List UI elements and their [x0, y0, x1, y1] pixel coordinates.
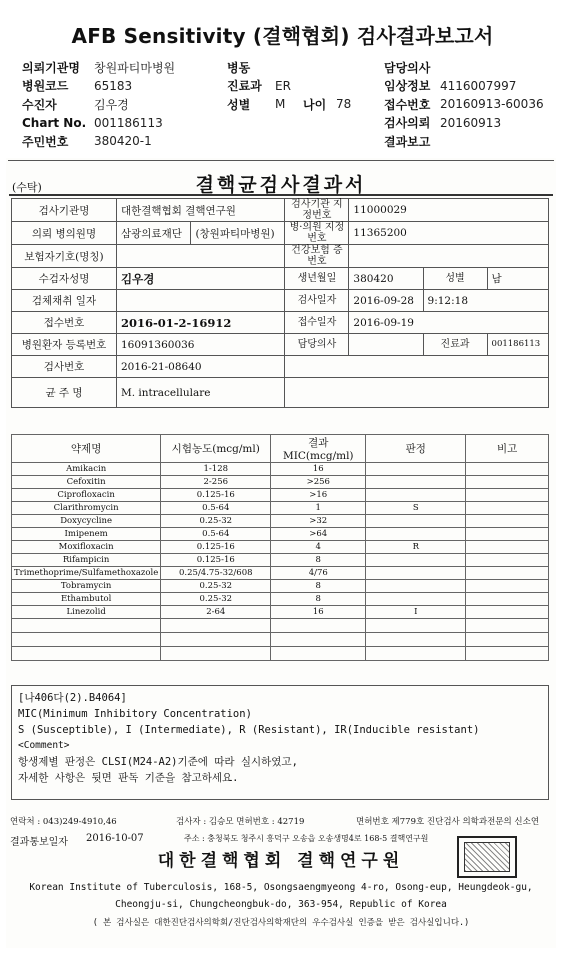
cell-empty — [12, 633, 161, 647]
header-row — [22, 95, 552, 114]
header-row — [22, 132, 552, 151]
table-row — [12, 541, 549, 554]
cell-drug: Clarithromycin — [12, 502, 161, 515]
header-key: 수진자 — [22, 97, 57, 112]
comment-box — [11, 685, 549, 800]
seal-pattern — [464, 842, 510, 872]
cell-mic: 8 — [271, 580, 366, 593]
table-row — [12, 606, 549, 619]
cell-interp — [366, 593, 466, 606]
cell-interp — [366, 567, 466, 580]
cell-label: 진료과 — [423, 334, 487, 356]
header-info — [22, 58, 552, 151]
cell-drug: Tobramycin — [12, 580, 161, 593]
cell-note — [466, 476, 549, 489]
footer-en-address-1: Korean Institute of Tuberculosis, 168-5, Osongsaengmyeong 4-ro, Osong-eup, Heungdeok-gu, — [29, 882, 533, 893]
patient-info-table — [11, 198, 549, 408]
cell-interp: R — [366, 541, 466, 554]
header-key: 검사의뢰 — [384, 116, 431, 131]
cell-drug: Ciprofloxacin — [12, 489, 161, 502]
cell-mic: >256 — [271, 476, 366, 489]
cell-value — [349, 245, 549, 268]
table-row — [12, 378, 549, 408]
cell-label: 병원환자 등록번호 — [12, 334, 117, 356]
cell-label: 검사일자 — [285, 290, 349, 312]
scanned-report — [6, 158, 556, 948]
cell-conc: 0.25-32 — [161, 515, 271, 528]
divider — [8, 160, 554, 161]
cell-value — [349, 334, 423, 356]
cell-conc: 0.125-16 — [161, 489, 271, 502]
header-value: 창원파티마병원 — [94, 60, 176, 75]
table-row — [12, 312, 549, 334]
cell-label: 검체채취 일자 — [12, 290, 117, 312]
report-date-label: 결과통보일자 — [10, 837, 68, 848]
cell-label: 접수번호 — [12, 312, 117, 334]
cell-empty — [271, 619, 366, 633]
col-header-note: 비고 — [466, 435, 549, 463]
cell-interp — [366, 476, 466, 489]
cell-interp — [366, 528, 466, 541]
cell-mic: 8 — [271, 593, 366, 606]
cell-interp — [366, 554, 466, 567]
cell-value — [117, 290, 285, 312]
table-row — [12, 580, 549, 593]
header-value: 65183 — [94, 78, 133, 93]
page-title: AFB Sensitivity (결핵협회) 검사결과보고서 — [71, 24, 494, 48]
divider — [9, 194, 553, 196]
cell-drug: Cefoxitin — [12, 476, 161, 489]
header-key: Chart No. — [22, 115, 87, 130]
cell-note — [466, 567, 549, 580]
cell-interp — [366, 463, 466, 476]
cell-empty — [271, 633, 366, 647]
cell-value: 380420 — [349, 268, 423, 290]
cell-note — [466, 606, 549, 619]
header-key: 결과보고 — [384, 134, 431, 149]
cell-conc: 0.25-32 — [161, 593, 271, 606]
header-key: 임상정보 — [384, 79, 431, 94]
footer-phone: 연락처 : 043)249-4910,46 — [10, 817, 117, 827]
cell-mic: >32 — [271, 515, 366, 528]
cell-drug: Amikacin — [12, 463, 161, 476]
header-key: 주민번호 — [22, 134, 69, 149]
cell-label: 생년월일 — [285, 268, 349, 290]
cell-label: 수검자성명 — [12, 268, 117, 290]
header-value: 20160913-60036 — [440, 97, 544, 112]
table-row — [12, 199, 549, 222]
received-label: (수탁) — [12, 181, 42, 194]
cell-interp — [366, 580, 466, 593]
cell-label: 접수일자 — [285, 312, 349, 334]
footer-license: 면허번호 제779호 진단검사 의학과전문의 신소연 — [356, 817, 540, 827]
cell-conc: 0.125-16 — [161, 554, 271, 567]
header-key: 의뢰기관명 — [22, 60, 80, 75]
cell-label: 병·의원 지정번호 — [285, 222, 349, 245]
cell-value: 11000029 — [349, 199, 549, 222]
cell-note — [466, 528, 549, 541]
cell-note — [466, 580, 549, 593]
cell-label: 성별 — [423, 268, 487, 290]
cell-value: M. intracellulare — [117, 378, 285, 408]
cell-conc: 0.5-64 — [161, 502, 271, 515]
header-value: 78 — [336, 97, 352, 112]
table-row — [12, 554, 549, 567]
cell-note — [466, 593, 549, 606]
cell-mic: 8 — [271, 554, 366, 567]
header-value: 001186113 — [94, 115, 163, 130]
cell-value: 삼광의료재단 — [117, 222, 191, 245]
cell-note — [466, 502, 549, 515]
cell-label: 건강보험 증번호 — [285, 245, 349, 268]
cell-drug: Linezolid — [12, 606, 161, 619]
header-row — [22, 58, 552, 77]
cell-value: 9:12:18 — [423, 290, 548, 312]
drug-sensitivity-table — [11, 434, 549, 661]
cell-value: 김우경 — [117, 268, 285, 290]
col-header-interp: 판정 — [366, 435, 466, 463]
cell-drug: Doxycycline — [12, 515, 161, 528]
header-key: 접수번호 — [384, 97, 431, 112]
cell-drug: Ethambutol — [12, 593, 161, 606]
header-row — [22, 77, 552, 96]
cell-drug: Imipenem — [12, 528, 161, 541]
cell-conc: 0.25/4.75-32/608 — [161, 567, 271, 580]
cell-interp: S — [366, 502, 466, 515]
cell-value: 2016-09-28 — [349, 290, 423, 312]
cell-mic: >16 — [271, 489, 366, 502]
cell-conc: 0.25-32 — [161, 580, 271, 593]
comment-code: [나406다(2).B4064] — [18, 692, 127, 704]
cell-value: (창원파티마병원) — [191, 222, 285, 245]
table-row — [12, 222, 549, 245]
table-row-empty — [12, 619, 549, 633]
cell-conc: 0.125-16 — [161, 541, 271, 554]
table-row — [12, 502, 549, 515]
cell-label: 의뢰 병의원명 — [12, 222, 117, 245]
institution-name: 대한결핵협회 결핵연구원 — [157, 851, 405, 871]
cell-drug: Moxifloxacin — [12, 541, 161, 554]
table-row — [12, 356, 549, 378]
cell-value: 남 — [487, 268, 548, 290]
cell-mic: 1 — [271, 502, 366, 515]
header-key: 진료과 — [227, 79, 262, 94]
drug-table-body — [12, 463, 549, 661]
col-header-drug: 약제명 — [12, 435, 161, 463]
cell-empty — [161, 647, 271, 661]
cell-conc: 1-128 — [161, 463, 271, 476]
cell-value: 대한결핵협회 결핵연구원 — [117, 199, 285, 222]
table-row — [12, 515, 549, 528]
cell-label: 보험자기호(명칭) — [12, 245, 117, 268]
cell-empty — [466, 647, 549, 661]
cell-note — [466, 463, 549, 476]
cell-value: 2016-01-2-16912 — [117, 312, 285, 334]
cell-empty — [366, 647, 466, 661]
cell-label: 균 주 명 — [12, 378, 117, 408]
cell-value: 001186113 — [487, 334, 548, 356]
cell-interp — [366, 489, 466, 502]
header-key: 병동 — [227, 60, 251, 75]
cell-interp — [366, 515, 466, 528]
cell-note — [466, 554, 549, 567]
cell-mic: 4 — [271, 541, 366, 554]
cell-empty — [271, 647, 366, 661]
cell-empty — [161, 619, 271, 633]
table-row — [12, 593, 549, 606]
table-row — [12, 489, 549, 502]
cell-value: 16091360036 — [117, 334, 285, 356]
table-row — [12, 463, 549, 476]
comment-heading: <Comment> — [18, 740, 70, 751]
table-row — [12, 334, 549, 356]
report-title: 결핵균검사결과서 — [195, 174, 367, 196]
cell-conc: 2-256 — [161, 476, 271, 489]
footer-en-address-2: Cheongju-si, Chungcheongbuk-do, 363-954, Republic of Korea — [115, 899, 447, 910]
table-row-empty — [12, 633, 549, 647]
comment-line: MIC(Minimum Inhibitory Concentration) — [18, 708, 252, 720]
header-value: 380420-1 — [94, 134, 152, 149]
header-value: 20160913 — [440, 115, 502, 130]
cell-value: 2016-09-19 — [349, 312, 549, 334]
cell-note — [466, 515, 549, 528]
cell-mic: 4/76 — [271, 567, 366, 580]
table-row — [12, 290, 549, 312]
cell-empty — [366, 619, 466, 633]
cell-drug: Rifampicin — [12, 554, 161, 567]
cell-note — [466, 541, 549, 554]
cell-conc: 2-64 — [161, 606, 271, 619]
cell-conc: 0.5-64 — [161, 528, 271, 541]
table-row — [12, 245, 549, 268]
cell-empty — [161, 633, 271, 647]
cell-empty — [285, 356, 549, 378]
table-row — [12, 567, 549, 580]
comment-line: S (Susceptible), I (Intermediate), R (Resistant), IR(Inducible resistant) — [18, 724, 480, 736]
cell-label: 담당의사 — [285, 334, 349, 356]
cell-drug: Trimethoprime/Sulfamethoxazole — [12, 567, 161, 580]
footer-certification: ( 본 검사실은 대한진단검사의학회/진단검사의학재단의 우수검사실 인증을 받은 검사실입니다.) — [92, 918, 470, 928]
header-value: ER — [275, 78, 291, 93]
col-header-mic: 결과 MIC(mcg/ml) — [271, 435, 366, 463]
cell-empty — [12, 647, 161, 661]
header-key: 나이 — [303, 97, 327, 112]
cell-value: 2016-21-08640 — [117, 356, 285, 378]
official-seal — [457, 836, 517, 878]
footer-kr-address: 주소 : 충청북도 청주시 흥덕구 오송읍 오송생명4로 168-5 결핵연구원 — [184, 834, 429, 843]
cell-mic: 16 — [271, 463, 366, 476]
header-key: 병원코드 — [22, 79, 69, 94]
table-row — [12, 528, 549, 541]
table-header-row — [12, 435, 549, 463]
cell-interp: I — [366, 606, 466, 619]
header-value: 4116007997 — [440, 78, 517, 93]
header-key: 담당의사 — [384, 60, 431, 75]
report-date: 2016-10-07 — [86, 833, 144, 844]
cell-empty — [12, 619, 161, 633]
col-header-conc: 시험농도(mcg/ml) — [161, 435, 271, 463]
table-row-empty — [12, 647, 549, 661]
header-value: M — [275, 97, 286, 112]
cell-empty — [285, 378, 549, 408]
cell-empty — [466, 633, 549, 647]
table-row — [12, 268, 549, 290]
cell-empty — [366, 633, 466, 647]
cell-label: 검사기관명 — [12, 199, 117, 222]
cell-label: 검사번호 — [12, 356, 117, 378]
cell-empty — [466, 619, 549, 633]
header-key: 성별 — [227, 97, 251, 112]
cell-label: 검사기관 지정번호 — [285, 199, 349, 222]
cell-note — [466, 489, 549, 502]
header-row — [22, 114, 552, 133]
table-row — [12, 476, 549, 489]
footer-examiner: 검사자 : 김승모 면허번호 : 42719 — [176, 817, 305, 827]
cell-mic: >64 — [271, 528, 366, 541]
cell-mic: 16 — [271, 606, 366, 619]
cell-value — [117, 245, 285, 268]
comment-line: 자세한 사항은 뒷면 판독 기준을 참고하세요. — [18, 772, 239, 784]
header-value: 김우경 — [94, 97, 129, 112]
cell-value: 11365200 — [349, 222, 549, 245]
comment-line: 항생제별 판정은 CLSI(M24-A2)기준에 따라 실시하였고, — [18, 756, 298, 768]
